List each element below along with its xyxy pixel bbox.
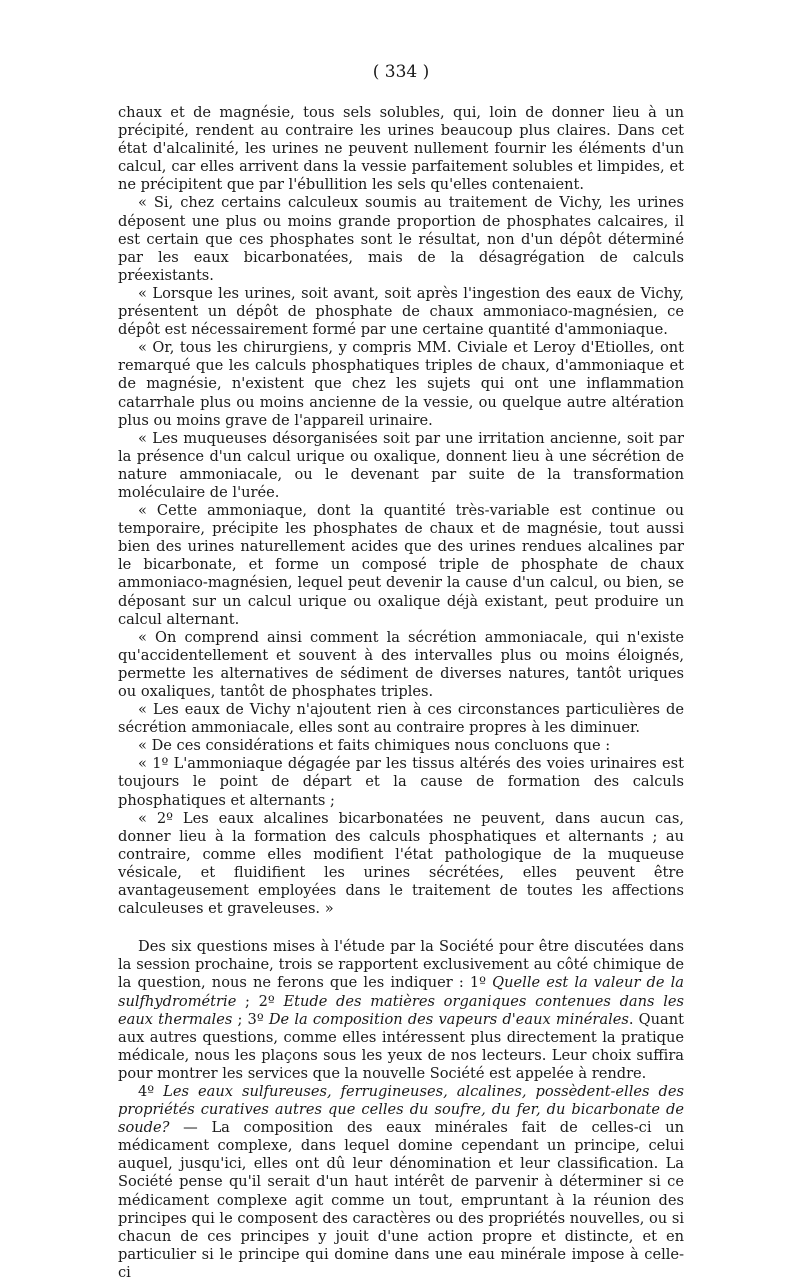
question-4-title: Les eaux sulfureuses, ferrugineuses, alcalines, possèdent-elles des propriétés curatives autres que celles du soufre, du fer, du bicarbonate de soude? <box>118 1082 684 1137</box>
paragraph-quote-3: « Or, tous les chirurgiens, y compris MM. Civiale et Leroy d'Etiolles, ont remarqué que les calculs phosphatiques triples de chaux, d'ammoniaque et de magnésie, n'existent que chez les sujets qui ont une inflammation catarrhale plus ou moins ancienne de la vessie, ou quelque autre altération plus ou moins grave de l'appareil urinaire. <box>118 339 684 429</box>
conclusion-1: « 1º L'ammoniaque dégagée par les tissus altérés des voies urinaires est toujours le point de départ et la cause de formation des calculs phosphatiques et alternants ; <box>118 755 684 809</box>
paragraph-quote-2: « Lorsque les urines, soit avant, soit après l'ingestion des eaux de Vichy, présentent un dépôt de phosphate de chaux ammoniaco-magnésien, ce dépôt est nécessairement formé par une certaine quantité d'ammoniaque. <box>118 284 684 339</box>
paragraph-quote-7: « Les eaux de Vichy n'ajoutent rien à ces circonstances particulières de sécrétion ammoniacale, elles sont au contraire propres à les diminuer. <box>118 701 684 737</box>
page-number: ( 334 ) <box>372 62 430 82</box>
questions-sep-1: ; 2º <box>236 992 284 1010</box>
paragraph-quote-1: « Si, chez certains calculeux soumis au traitement de Vichy, les urines déposent une plus ou moins grande proportion de phosphates calcaires, il est certain que ces phosphates sont le résultat, non d'un dépôt déterminé par les eaux bicarbonatées, mais de la désagrégation de calculs préexistants. <box>118 194 684 284</box>
questions-intro: Des six questions mises à l'étude par la Société pour être discutées dans la session prochaine, trois se rapportent exclusivement au côté chimique de la question, nous ne ferons que les indiquer : 1º <box>118 938 684 992</box>
conclusion-2: « 2º Les eaux alcalines bicarbonatées ne peuvent, dans aucun cas, donner lieu à la formation des calculs phosphatiques et alternants ; au contraire, comme elles modifient l'état pathologique de la muqueuse vésicale, et fluidifient les urines sécrétées, elles peuvent être avantageusement employées dans le traitement de toutes les affections calculeuses et graveleuses. » <box>118 809 684 918</box>
questions-sep-2: ; 3º <box>232 1010 269 1028</box>
body-text <box>118 104 684 1282</box>
questions-tail: . Quant aux autres questions, comme elles intéressent plus directement la pratique médicale, nous les plaçons sous les yeux de nos lecteurs. Leur choix suffira pour montrer les services que la nouvelle Société est appelée à rendre. <box>118 1010 684 1082</box>
paragraph-quote-8: « De ces considérations et faits chimiques nous concluons que : <box>138 737 611 755</box>
paragraph-questions <box>118 938 684 1083</box>
paragraph-quote-5: « Cette ammoniaque, dont la quantité très-variable est continue ou temporaire, précipite les phosphates de chaux et de magnésie, tout aussi bien des urines naturellement acides que des urines rendues alcalines par le bicarbonate, et forme un composé triple de phosphate de chaux ammoniaco-magnésien, lequel peut devenir la cause d'un calcul, ou bien, se déposant sur un calcul urique ou oxalique déjà existant, peut produire un calcul alternant. <box>118 502 684 628</box>
paragraph-quote-6: « On comprend ainsi comment la sécrétion ammoniacale, qui n'existe qu'accidentellement et souvent à des intervalles plus ou moins éloignés, permette les alternatives de sédiment de diverses natures, tantôt uriques ou oxaliques, tantôt de phosphates triples. <box>118 628 684 700</box>
question-2: Etude des matières organiques contenues dans les eaux thermales <box>118 992 684 1028</box>
paragraph-question-4 <box>118 1083 684 1282</box>
question-1: Quelle est la valeur de la sulfhydrométrie <box>118 974 685 1010</box>
question-3: De la composition des vapeurs d'eaux minérales <box>268 1010 629 1028</box>
question-4-number: 4º <box>138 1082 164 1100</box>
question-4-text: — La composition des eaux minérales fait de celles-ci un médicament complexe, dans lequel domine cependant un principe, celui auquel, jusqu'ici, elles ont dû leur dénomination et leur classification. La Société pense qu'il serait d'un haut intérêt de parvenir à déterminer si ce médicament complexe agit comme un tout, empruntant à la réunion des principes qui le composent des caractères ou des propriétés nouvelles, ou si chacun de ces principes y jouit d'une action propre et distincte, et en particulier si le principe qui domine dans une eau minérale impose à celle-ci <box>118 1119 684 1281</box>
paragraph-quote-4: « Les muqueuses désorganisées soit par une irritation ancienne, soit par la présence d'un calcul urique ou oxalique, donnent lieu à une sécrétion de nature ammoniacale, ou le devenant par suite de la transformation moléculaire de l'urée. <box>118 429 684 501</box>
paragraph-continuation: chaux et de magnésie, tous sels solubles, qui, loin de donner lieu à un précipité, rendent au contraire les urines beaucoup plus claires. Dans cet état d'alcalinité, les urines ne peuvent nullement fournir les éléments d'un calcul, car elles arrivent dans la vessie parfaitement solubles et limpides, et ne précipitent que par l'ébullition les sels qu'elles contenaient. <box>118 104 684 194</box>
